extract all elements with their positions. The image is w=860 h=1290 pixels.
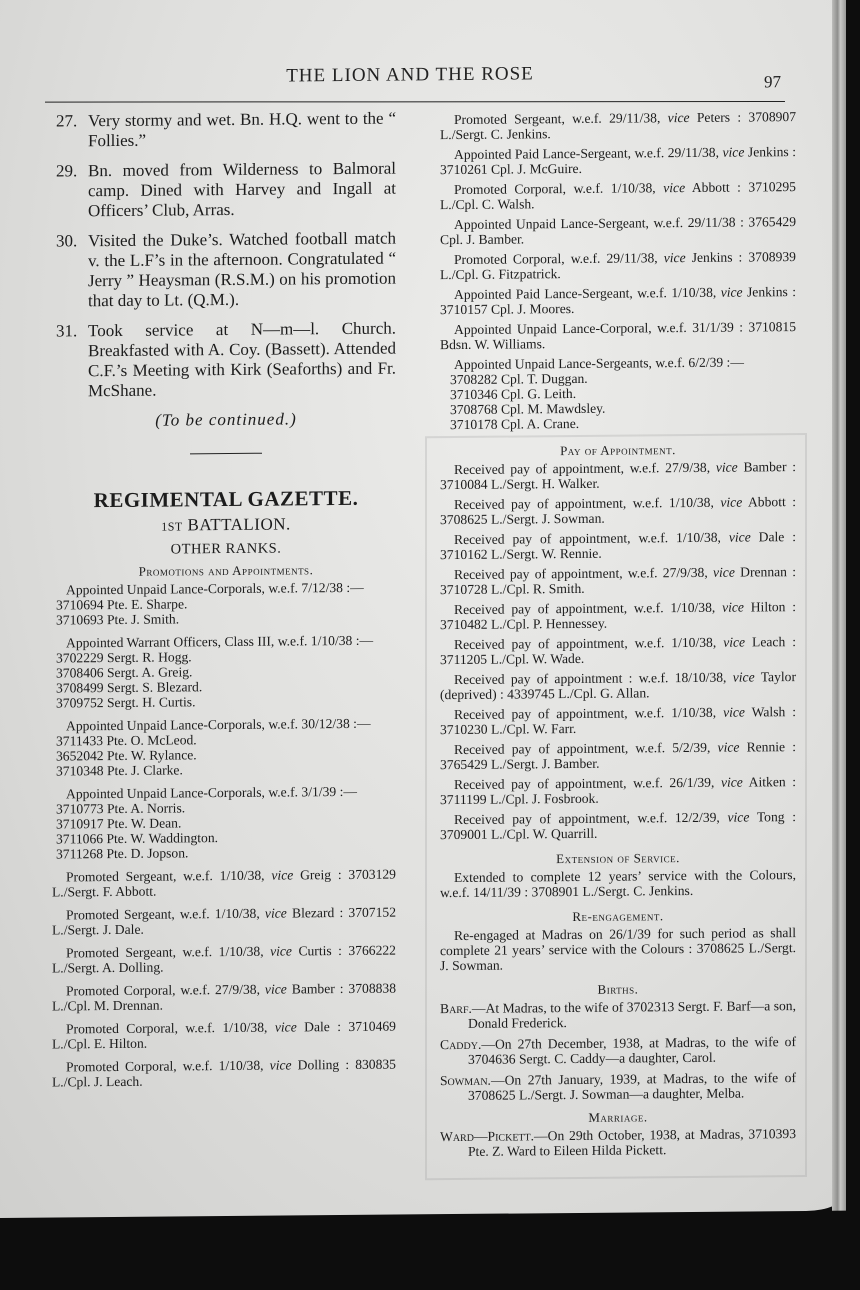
vice-name: Taylor (760, 669, 796, 685)
entry-text: Received pay of appointment, w.e.f. 1/10/38, (454, 634, 717, 653)
list-item: 3710348 Pte. J. Clarke. (56, 762, 183, 779)
extension-heading: Extension of Service. (556, 850, 680, 867)
entry-text: Received pay of appointment, w.e.f. 1/10/38, (454, 704, 717, 723)
vice-name: Blezard (292, 905, 335, 921)
section-separator (190, 453, 262, 455)
vice-name: Peters (696, 109, 731, 125)
gazette-entry (440, 249, 796, 282)
marriage-names: Ward—Pickett. (440, 1128, 535, 1145)
vice-label: vice (274, 1019, 297, 1035)
vice-label: vice (663, 250, 686, 266)
list-item: 3710346 Cpl. G. Leith. (450, 385, 577, 403)
list-item: 3709752 Sergt. H. Curtis. (56, 694, 196, 711)
birth-surname: Caddy. (440, 1036, 482, 1053)
entry-text: Appointed Unpaid Lance-Sergeant, w.e.f. 29/11/38 : 3765429 Cpl. J. Bamber. (440, 214, 796, 248)
diary-day: 27. (56, 111, 78, 131)
vice-label: vice (728, 529, 751, 545)
page-edge (832, 0, 846, 1211)
entry-recipient: : 3710162 L./Sergt. W. Rennie. (440, 529, 796, 563)
vice-label: vice (727, 809, 750, 825)
gazette-entry (52, 981, 396, 1014)
list-item: 3710773 Pte. A. Norris. (56, 800, 186, 817)
diary-entry (56, 109, 396, 152)
vice-label: vice (717, 739, 740, 755)
list-item: 3702229 Sergt. R. Hogg. (56, 649, 192, 666)
vice-label: vice (715, 459, 738, 475)
list-item: 3708406 Sergt. A. Greig. (56, 664, 193, 681)
diary-entry (56, 229, 396, 312)
entry-recipient: : 3709001 L./Cpl. W. Quarrill. (440, 809, 797, 843)
diary-day: 30. (56, 231, 78, 251)
running-title: THE LION AND THE ROSE (286, 63, 534, 87)
diary-text: Very stormy and wet. Bn. H.Q. went to the “ Follies.” (88, 108, 396, 151)
extension-text: Extended to complete 12 years’ service with the Colours, w.e.f. 14/11/39 : 3708901 L./Sergt. C. Jenkins. (440, 867, 796, 901)
vice-name: Dolling (297, 1057, 340, 1073)
entry-recipient: : 3710469 L./Cpl. E. Hilton. (52, 1018, 396, 1052)
entry-text: Received pay of appointment, w.e.f. 26/1/39, (454, 774, 715, 793)
reengagement-heading: Re-engagement. (572, 908, 664, 925)
page-number: 97 (764, 72, 781, 92)
vice-label: vice (271, 867, 294, 883)
vice-label: vice (720, 494, 743, 510)
diary-entry (56, 319, 396, 402)
vice-name: Rennie (746, 739, 786, 755)
entry-recipient: : 3710482 L./Cpl. P. Hennessey. (440, 599, 797, 633)
vice-label: vice (663, 180, 686, 196)
gazette-entry (440, 599, 796, 632)
entry-text: Received pay of appointment, w.e.f. 1/10/38, (454, 529, 721, 548)
vice-label: vice (723, 634, 746, 650)
entry-recipient: : 3708625 L./Sergt. J. Sowman. (440, 494, 797, 528)
vice-label: vice (722, 599, 744, 615)
vice-label: vice (270, 943, 292, 959)
entry-recipient: : 3711205 L./Cpl. W. Wade. (440, 634, 796, 668)
entry-recipient: : 3710157 Cpl. J. Moores. (440, 284, 796, 318)
right-promotions-list (440, 109, 796, 352)
birth-text: —On 27th January, 1939, at Madras, to the wife of 3708625 L./Sergt. J. Sowman—a daughter, Melba. (468, 1070, 796, 1103)
gazette-entry (440, 179, 796, 212)
vice-name: Abbott (747, 494, 786, 510)
entry-text: Promoted Sergeant, w.e.f. 1/10/38, (66, 905, 260, 923)
list-item: 3652042 Pte. W. Rylance. (56, 747, 197, 764)
header-rule (45, 101, 785, 103)
entry-text: Promoted Sergeant, w.e.f. 29/11/38, (454, 110, 661, 128)
vice-name: Walsh (751, 704, 786, 720)
to-be-continued: (To be continued.) (155, 409, 297, 430)
gazette-entry (52, 943, 396, 976)
group-heading: Appointed Unpaid Lance-Corporals, w.e.f. 3/1/39 :— (66, 783, 357, 802)
birth-notice (440, 1070, 796, 1103)
diary-text: Bn. moved from Wilderness to Balmoral camp. Dined with Harvey and Ingall at Officers’ Club, Arras. (88, 158, 396, 221)
diary-entry (56, 159, 396, 222)
battalion-heading (56, 516, 396, 536)
entry-recipient: (deprived) : 4339745 L./Cpl. G. Allan. (440, 685, 650, 703)
vice-name: Greig (300, 867, 332, 883)
battalion-label: BATTALION. (187, 514, 291, 535)
entry-text: Appointed Paid Lance-Sergeant, w.e.f. 1/10/38, (454, 284, 717, 303)
vice-label: vice (723, 704, 745, 720)
gazette-entry (52, 905, 396, 938)
list-item: 3711433 Pte. O. McLeod. (56, 732, 197, 749)
vice-name: Abbott (691, 179, 730, 195)
gazette-entry (440, 529, 796, 562)
diary-day: 29. (56, 161, 78, 181)
gazette-entry (440, 774, 796, 807)
vice-name: Leach (752, 634, 786, 650)
list-item: 3710693 Pte. J. Smith. (56, 611, 180, 628)
vice-name: Drennan (740, 564, 787, 580)
group-heading: Appointed Unpaid Lance-Corporals, w.e.f. 30/12/38 :— (66, 715, 371, 734)
diary-day: 31. (56, 321, 78, 341)
vice-name: Tong (756, 809, 785, 825)
entry-recipient: : 3708939 L./Cpl. G. Fitzpatrick. (440, 249, 796, 283)
birth-text: —On 27th December, 1938, at Madras, to the wife of 3704636 Sergt. C. Caddy—a daughter, Carol. (468, 1034, 796, 1067)
entry-recipient: : 3710084 L./Sergt. H. Walker. (440, 459, 796, 493)
vice-label: vice (720, 774, 743, 790)
group-heading: Appointed Warrant Officers, Class III, w.e.f. 1/10/38 :— (66, 632, 374, 651)
list-item: 3708282 Cpl. T. Duggan. (450, 370, 588, 388)
group-heading: Appointed Unpaid Lance-Sergeants, w.e.f. 6/2/39 :— (454, 354, 744, 373)
appointment-group (52, 633, 396, 711)
diary-section (56, 109, 396, 456)
battalion-ordinal: 1ST (161, 519, 183, 534)
vice-name: Aitken (748, 774, 786, 790)
vice-name: Jenkins (747, 284, 788, 300)
gazette-entry (440, 564, 796, 597)
entry-recipient: : 830835 L./Cpl. J. Leach. (52, 1056, 396, 1090)
gazette-entry (440, 704, 796, 737)
gazette-entry (440, 669, 796, 702)
group-heading: Appointed Unpaid Lance-Corporals, w.e.f. 7/12/38 :— (66, 579, 364, 598)
vice-name: Jenkins (691, 249, 733, 265)
vice-label: vice (269, 1057, 292, 1073)
diary-text: Took service at N—m—l. Church. Breakfasted with A. Coy. (Bassett). Attended C.F.’s Meeting with Kirk (Seaforths) and Fr. McShane. (88, 318, 396, 401)
left-promotions-list (52, 866, 397, 1090)
gazette-entry (52, 1019, 396, 1052)
entry-text: Received pay of appointment, w.e.f. 12/2/39, (454, 809, 720, 828)
gazette-entry (52, 1057, 396, 1090)
reengagement-text: Re-engaged at Madras on 26/1/39 for such period as shall complete 21 years’ service with the Colours : 3708625 L./Sergt. J. Sowman. (440, 925, 796, 974)
gazette-entry (440, 739, 796, 772)
pay-heading: Pay of Appointment. (560, 442, 676, 459)
entry-recipient: : 3710230 L./Cpl. W. Farr. (440, 704, 797, 738)
entry-recipient: : 3710728 L./Cpl. R. Smith. (440, 564, 796, 598)
vice-name: Curtis (298, 943, 332, 959)
list-item: 3708768 Cpl. M. Mawdsley. (450, 400, 606, 418)
gazette-entry (440, 144, 796, 177)
diary-text: Visited the Duke’s. Watched football match v. the L.F’s in the afternoon. Congratulated “ Jerry ” Heaysman (R.S.M.) on his promotion that day to Lt. (Q.M.). (88, 228, 396, 311)
entry-text: Received pay of appointment, w.e.f. 27/9/38, (454, 564, 708, 583)
entry-text: Received pay of appointment, w.e.f. 1/10/38, (454, 599, 716, 618)
gazette-entry (440, 284, 796, 317)
gazette-entry (52, 867, 396, 900)
vice-name: Bamber (743, 459, 787, 475)
entry-text: Received pay of appointment, w.e.f. 27/9/38, (454, 459, 711, 478)
birth-notice (440, 998, 796, 1031)
vice-name: Dale (304, 1019, 330, 1035)
vice-name: Bamber (291, 981, 335, 997)
vice-name: Jenkins (747, 144, 789, 160)
entry-recipient: : 3710261 Cpl. J. McGuire. (440, 144, 796, 178)
entry-recipient: : 3708838 L./Cpl. M. Drennan. (52, 980, 397, 1014)
list-item: 3711268 Pte. D. Jopson. (56, 845, 189, 862)
entry-recipient: : 3703129 L./Sergt. F. Abbott. (52, 866, 396, 900)
marriage-notice (440, 1126, 796, 1159)
marriage-text: —On 29th October, 1938, at Madras, 3710393 Pte. Z. Ward to Eileen Hilda Pickett. (468, 1126, 796, 1159)
left-column (52, 108, 397, 1098)
entry-text: Promoted Sergeant, w.e.f. 1/10/38, (66, 943, 264, 961)
vice-label: vice (720, 284, 743, 300)
birth-surname: Sowman. (440, 1072, 491, 1089)
vice-name: Dale (758, 529, 785, 545)
entry-recipient: : 3766222 L./Sergt. A. Dolling. (52, 942, 396, 976)
entry-text: Appointed Paid Lance-Sergeant, w.e.f. 29/11/38, (454, 144, 719, 163)
birth-surname: Barf. (440, 1000, 472, 1017)
marriage-heading: Marriage. (588, 1109, 648, 1125)
entry-text: Promoted Sergeant, w.e.f. 1/10/38, (66, 867, 265, 885)
appointment-group (52, 784, 396, 862)
vice-name: Hilton (750, 599, 786, 615)
entry-recipient: : 3708907 L./Sergt. C. Jenkins. (440, 109, 797, 143)
vice-label: vice (722, 144, 745, 160)
vice-label: vice (264, 981, 287, 997)
entry-text: Received pay of appointment, w.e.f. 1/10/38, (454, 494, 714, 513)
list-item: 3708499 Sergt. S. Blezard. (56, 679, 203, 696)
entry-text: Received pay of appointment : w.e.f. 18/10/38, (454, 669, 727, 688)
pay-entries-list (440, 459, 796, 842)
list-item: 3710178 Cpl. A. Crane. (450, 415, 580, 433)
entry-recipient: : 3711199 L./Cpl. J. Fosbrook. (440, 774, 797, 808)
gazette-title: REGIMENTAL GAZETTE. (93, 485, 359, 513)
appointment-group (440, 354, 796, 432)
entry-text: Promoted Corporal, w.e.f. 1/10/38, (66, 1019, 268, 1037)
entry-text: Appointed Unpaid Lance-Corporal, w.e.f. 31/1/39 : 3710815 Bdsn. W. Williams. (440, 319, 796, 353)
gazette-entry (440, 459, 796, 492)
vice-label: vice (732, 669, 755, 685)
promotions-heading: Promotions and Appointments. (138, 562, 314, 579)
list-item: 3710917 Pte. W. Dean. (56, 815, 182, 832)
entry-text: Promoted Corporal, w.e.f. 27/9/38, (66, 981, 260, 999)
entry-recipient: : 3710295 L./Cpl. C. Walsh. (440, 179, 796, 213)
entry-text: Promoted Corporal, w.e.f. 29/11/38, (454, 250, 658, 268)
birth-text: —At Madras, to the wife of 3702313 Sergt. F. Barf—a son, Donald Frederick. (468, 998, 796, 1031)
appointment-group (52, 580, 396, 628)
gazette-entry (440, 214, 796, 247)
other-ranks-heading: OTHER RANKS. (170, 540, 282, 558)
entry-text: Received pay of appointment, w.e.f. 5/2/39, (454, 739, 711, 758)
birth-notice (440, 1034, 796, 1067)
right-column (440, 109, 796, 1165)
vice-label: vice (264, 905, 287, 921)
vice-label: vice (713, 564, 735, 580)
list-item: 3711066 Pte. W. Waddington. (56, 830, 219, 847)
entry-text: Promoted Corporal, w.e.f. 1/10/38, (454, 180, 656, 198)
births-heading: Births. (597, 981, 639, 997)
gazette-entry (440, 634, 796, 667)
list-item: 3710694 Pte. E. Sharpe. (56, 596, 188, 613)
entry-text: Promoted Corporal, w.e.f. 1/10/38, (66, 1057, 264, 1075)
entry-recipient: : 3707152 L./Sergt. J. Dale. (52, 904, 396, 938)
gazette-entry (440, 109, 796, 142)
gazette-entry (440, 494, 796, 527)
entry-recipient: : 3765429 L./Sergt. J. Bamber. (440, 739, 796, 773)
gazette-entry (440, 809, 796, 842)
appointment-group (52, 716, 396, 779)
gazette-entry (440, 319, 796, 352)
vice-label: vice (667, 109, 690, 126)
